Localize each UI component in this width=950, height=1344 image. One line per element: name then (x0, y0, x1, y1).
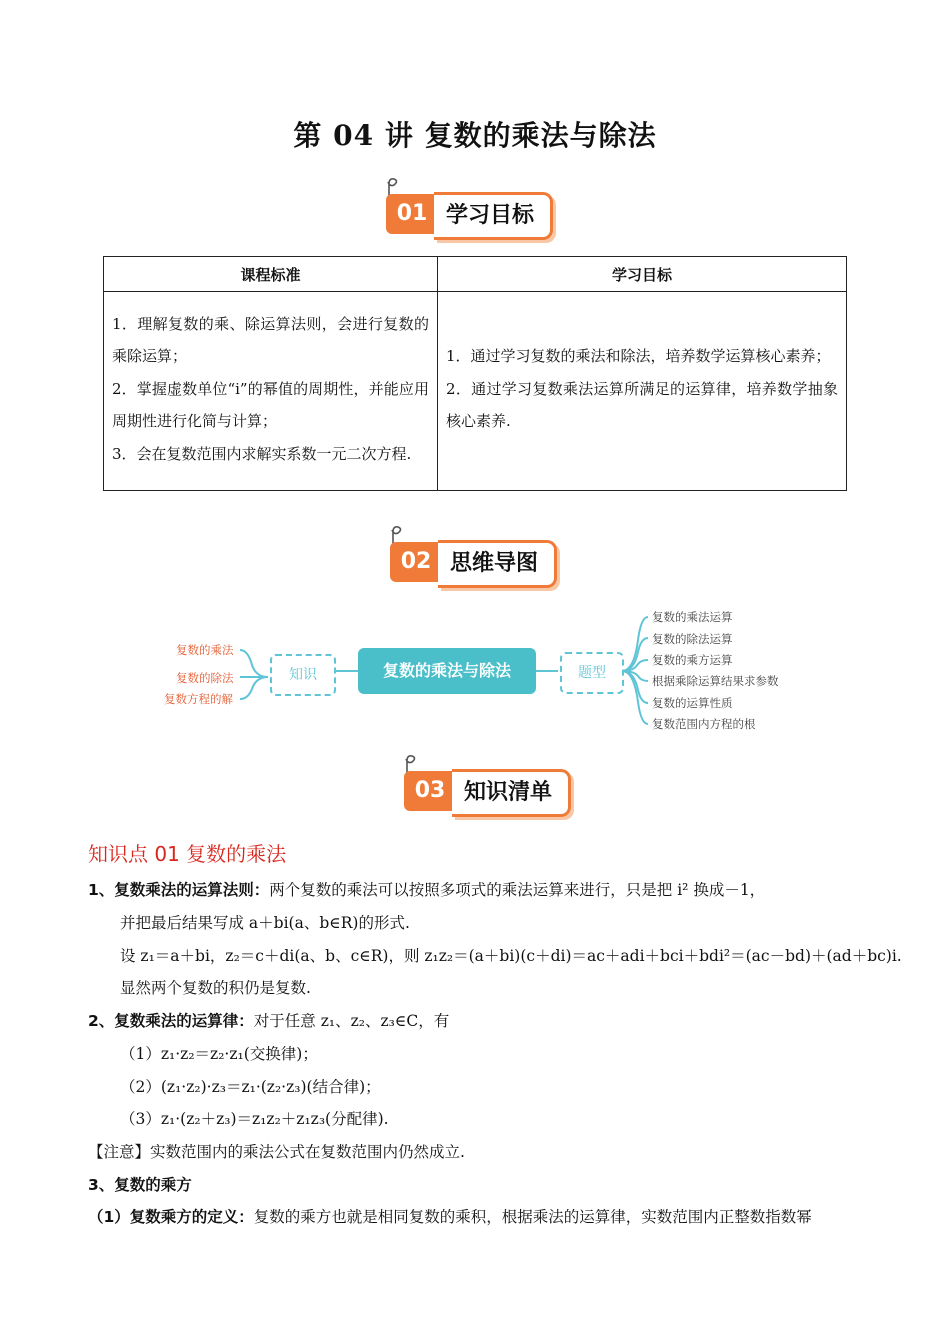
section-number: 03 (404, 771, 456, 811)
mind-map-right-item: 复数的运算性质 (652, 696, 733, 710)
mind-map-left-item: 复数的除法 (176, 671, 234, 685)
text-line: 并把最后结果写成 a＋bi(a、b∈R)的形式. (120, 914, 410, 932)
standard-item: 2．掌握虚数单位“i”的幂值的周期性，并能应用周期性进行化简与计算； (112, 379, 429, 431)
section-number: 01 (386, 194, 438, 234)
knowledge-point-title: 知识点 01 复数的乘法 (88, 842, 287, 866)
rule-text: 两个复数的乘法可以按照多项式的乘法运算来进行，只是把 i² 换成－1， (269, 881, 766, 899)
section-label: 思维导图 (438, 540, 557, 588)
mind-map-right-item: 复数的除法运算 (652, 632, 733, 646)
mind-map-center (358, 648, 536, 694)
law-item: （3）z₁·(z₂＋z₃)＝z₁z₂＋z₁z₃(分配律). (120, 1110, 389, 1128)
rule-heading: 2、复数乘法的运算律： (88, 1012, 254, 1030)
standard-item: 3．会在复数范围内求解实系数一元二次方程. (112, 444, 412, 463)
mind-map-left-item: 复数的乘法 (176, 643, 234, 657)
law-item: （2）(z₁·z₂)·z₃＝z₁·(z₂·z₃)(结合律)； (120, 1078, 381, 1096)
mind-map-node-label: 知识 (289, 667, 317, 683)
text-line: 显然两个复数的积仍是复数. (120, 979, 311, 997)
mind-map-center-label: 复数的乘法与除法 (382, 661, 511, 680)
page-title: 第 04 讲 复数的乘法与除法 (293, 119, 657, 152)
mind-map-node-types (560, 652, 624, 694)
mind-map-left-item: 复数方程的解 (164, 692, 233, 706)
rule-text: 对于任意 z₁、z₂、z₃∈C，有 (253, 1012, 450, 1030)
rule-heading: 3、复数的乘方 (88, 1176, 192, 1194)
mind-map-right-item: 复数的乘法运算 (652, 610, 733, 624)
law-item: （1）z₁·z₂＝z₂·z₁(交换律)； (120, 1045, 318, 1063)
goal-item: 2．通过学习复数乘法运算所满足的运算律，培养数学抽象核心素养. (446, 379, 838, 431)
table-header-goals: 学习目标 (438, 257, 847, 292)
rule-text: 复数的乘方也就是相同复数的乘积，根据乘法的运算律，实数范围内正整数指数幂 (253, 1208, 812, 1226)
mind-map-node-knowledge (270, 654, 336, 696)
text-line: 设 z₁＝a＋bi，z₂＝c＋di(a、b、c∈R)，则 z₁z₂＝(a＋bi)(c＋di)＝ac＋adi＋bci＋bdi²＝(ac－bd)＋(ad＋bc)i. (120, 947, 902, 965)
section-label: 学习目标 (434, 192, 553, 240)
note-text: 【注意】实数范围内的乘法公式在复数范围内仍然成立. (88, 1143, 465, 1161)
rule-heading: 1、复数乘法的运算法则： (88, 881, 270, 899)
mind-map-node-label: 题型 (578, 665, 606, 681)
goal-item: 1．通过学习复数的乘法和除法，培养数学运算核心素养； (446, 347, 831, 366)
mind-map-right-item: 复数范围内方程的根 (652, 717, 756, 731)
section-label: 知识清单 (452, 769, 571, 817)
text-line (88, 880, 765, 900)
mind-map-right-item: 根据乘除运算结果求参数 (652, 674, 779, 688)
rule-heading: （1）复数乘方的定义： (88, 1208, 254, 1226)
section-number: 02 (390, 542, 442, 582)
text-line (88, 1207, 812, 1227)
table-header-standard: 课程标准 (104, 257, 438, 292)
text-line (88, 1011, 449, 1031)
standard-item: 1．理解复数的乘、除运算法则，会进行复数的乘除运算； (112, 314, 429, 366)
mind-map-right-item: 复数的乘方运算 (652, 653, 733, 667)
